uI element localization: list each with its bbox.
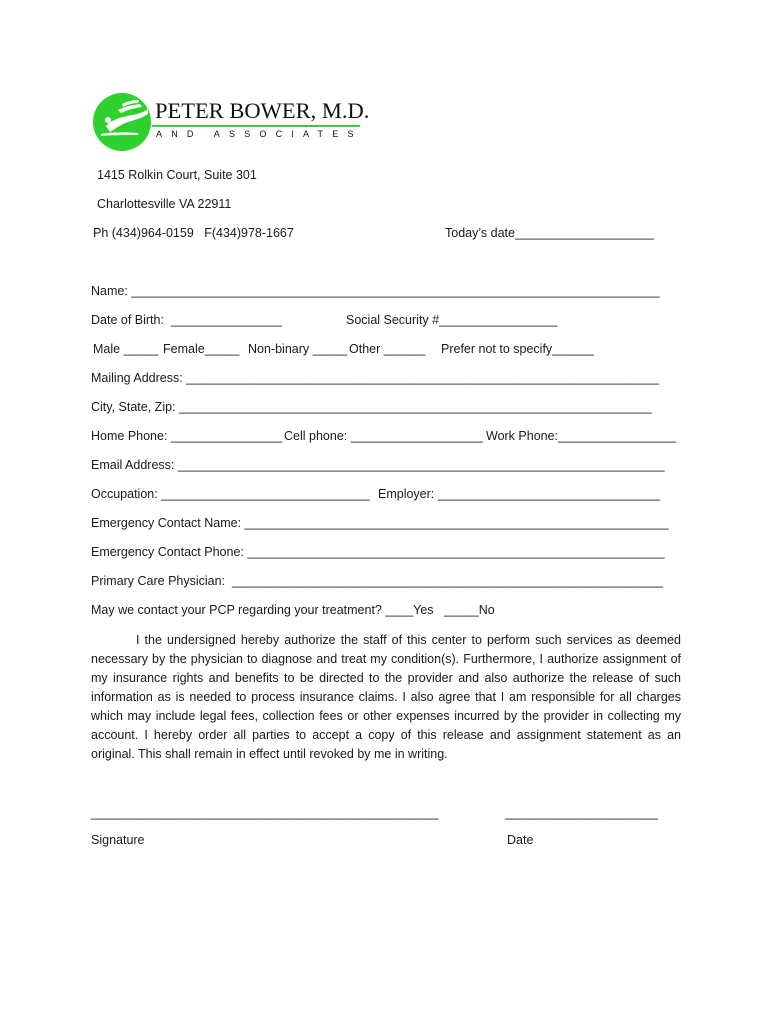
- practice-subtitle: AND ASSOCIATES: [156, 129, 363, 139]
- pcp-field[interactable]: Primary Care Physician: ______________________________________________________________: [91, 574, 664, 588]
- email-field[interactable]: Email Address: ______________________________________________________________________: [91, 458, 665, 472]
- gender-other[interactable]: Other ______: [349, 342, 426, 356]
- occupation-field[interactable]: Occupation: ______________________________: [91, 487, 370, 501]
- emergency-phone-field[interactable]: Emergency Contact Phone: ____________________________________________________________: [91, 545, 665, 559]
- gender-male[interactable]: Male _____: [93, 342, 159, 356]
- emergency-name-field[interactable]: Emergency Contact Name: _____________________________________________________________: [91, 516, 669, 530]
- street-address: 1415 Rolkin Court, Suite 301: [97, 168, 257, 182]
- pcp-contact-question[interactable]: May we contact your PCP regarding your treatment? ____Yes _____No: [91, 603, 495, 617]
- authorization-statement: I the undersigned hereby authorize the staff of this center to perform such services as deemed necessary by the physician to diagnose and treat my condition(s). Furthermore, I authorize assignment of my insurance rights and benefits to be directed to the provider and also authorize the release of such information as is needed to process insurance claims. I also agree that I am responsible for all charges which may include legal fees, collection fees or other expenses incurred by the provider in collecting my account. I hereby order all parties to accept a copy of this release and assignment statement as an original. This shall remain in effect until revoked by me in writing.: [91, 633, 681, 761]
- cell-phone-field[interactable]: Cell phone: ___________________: [284, 429, 483, 443]
- name-field[interactable]: Name: ____________________________________________________________________________: [91, 284, 660, 298]
- practice-logo: [92, 92, 372, 156]
- date-label: Date: [507, 833, 534, 847]
- signature-line[interactable]: __________________________________________________: [91, 806, 439, 820]
- city-state-zip-field[interactable]: City, State, Zip: ____________________________________________________________________: [91, 400, 652, 414]
- phone-fax: Ph (434)964-0159 F(434)978-1667: [93, 226, 294, 240]
- gender-nonbinary[interactable]: Non-binary _____: [248, 342, 348, 356]
- mailing-address-field[interactable]: Mailing Address: ____________________________________________________________________: [91, 371, 659, 385]
- hand-logo-icon: [92, 92, 152, 152]
- practice-name: PETER BOWER, M.D.: [155, 98, 370, 123]
- dob-field[interactable]: Date of Birth: ________________: [91, 313, 283, 327]
- signature-date-line[interactable]: ______________________: [505, 806, 658, 820]
- employer-field[interactable]: Employer: ________________________________: [378, 487, 661, 501]
- logo-divider: [152, 125, 360, 127]
- city-address: Charlottesville VA 22911: [97, 197, 232, 211]
- signature-label: Signature: [91, 833, 145, 847]
- ssn-field[interactable]: Social Security #_________________: [346, 313, 558, 327]
- home-phone-field[interactable]: Home Phone: ________________: [91, 429, 283, 443]
- work-phone-field[interactable]: Work Phone:_________________: [486, 429, 677, 443]
- gender-prefer-not[interactable]: Prefer not to specify______: [441, 342, 594, 356]
- gender-female[interactable]: Female_____: [163, 342, 240, 356]
- todays-date-field[interactable]: Today’s date____________________: [445, 226, 654, 240]
